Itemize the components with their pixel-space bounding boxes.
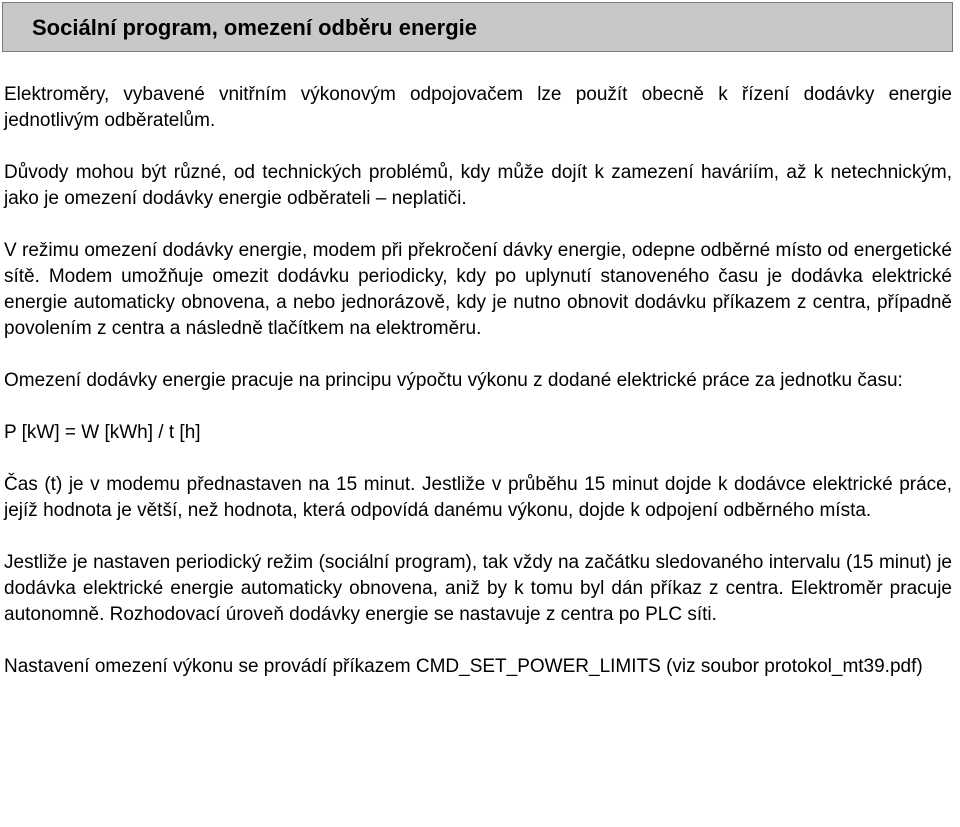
document-body xyxy=(4,82,952,680)
paragraph-command: Nastavení omezení výkonu se provádí příkazem CMD_SET_POWER_LIMITS (viz soubor protokol_mt39.pdf) xyxy=(4,656,923,677)
paragraph-principle: Omezení dodávky energie pracuje na principu výpočtu výkonu z dodané elektrické práce za jednotku času: xyxy=(4,370,903,391)
section-title: Sociální program, omezení odběru energie xyxy=(32,15,477,40)
paragraph-reasons: Důvody mohou být různé, od technických problémů, kdy může dojít k zamezení haváriím, až k netechnickým, jako je omezení dodávky energie odběrateli – neplatiči. xyxy=(4,162,952,209)
section-title-box xyxy=(2,2,953,52)
formula: P [kW] = W [kWh] / t [h] xyxy=(4,422,201,443)
paragraph-intro: Elektroměry, vybavené vnitřním výkonovým odpojovačem lze použít obecně k řízení dodávky energie jednotlivým odběratelům. xyxy=(4,84,952,131)
paragraph-time: Čas (t) je v modemu přednastaven na 15 minut. Jestliže v průběhu 15 minut dojde k dodávce elektrické práce, jejíž hodnota je větší, než hodnota, která odpovídá danému výkonu, dojde k odpojení odběrného místa. xyxy=(4,474,952,521)
paragraph-limit-mode: V režimu omezení dodávky energie, modem při překročení dávky energie, odepne odběrné místo od energetické sítě. Modem umožňuje omezit dodávku periodicky, kdy po uplynutí stanoveného času je dodávka elektrické energie automaticky obnovena, a nebo jednorázově, kdy je nutno obnovit dodávku příkazem z centra, případně povolením z centra a následně tlačítkem na elektroměru. xyxy=(4,240,952,339)
paragraph-periodic: Jestliže je nastaven periodický režim (sociální program), tak vždy na začátku sledovaného intervalu (15 minut) je dodávka elektrické energie automaticky obnovena, aniž by k tomu byl dán příkaz z centra. Elektroměr pracuje autonomně. Rozhodovací úroveň dodávky energie se nastavuje z centra po PLC síti. xyxy=(4,552,952,625)
